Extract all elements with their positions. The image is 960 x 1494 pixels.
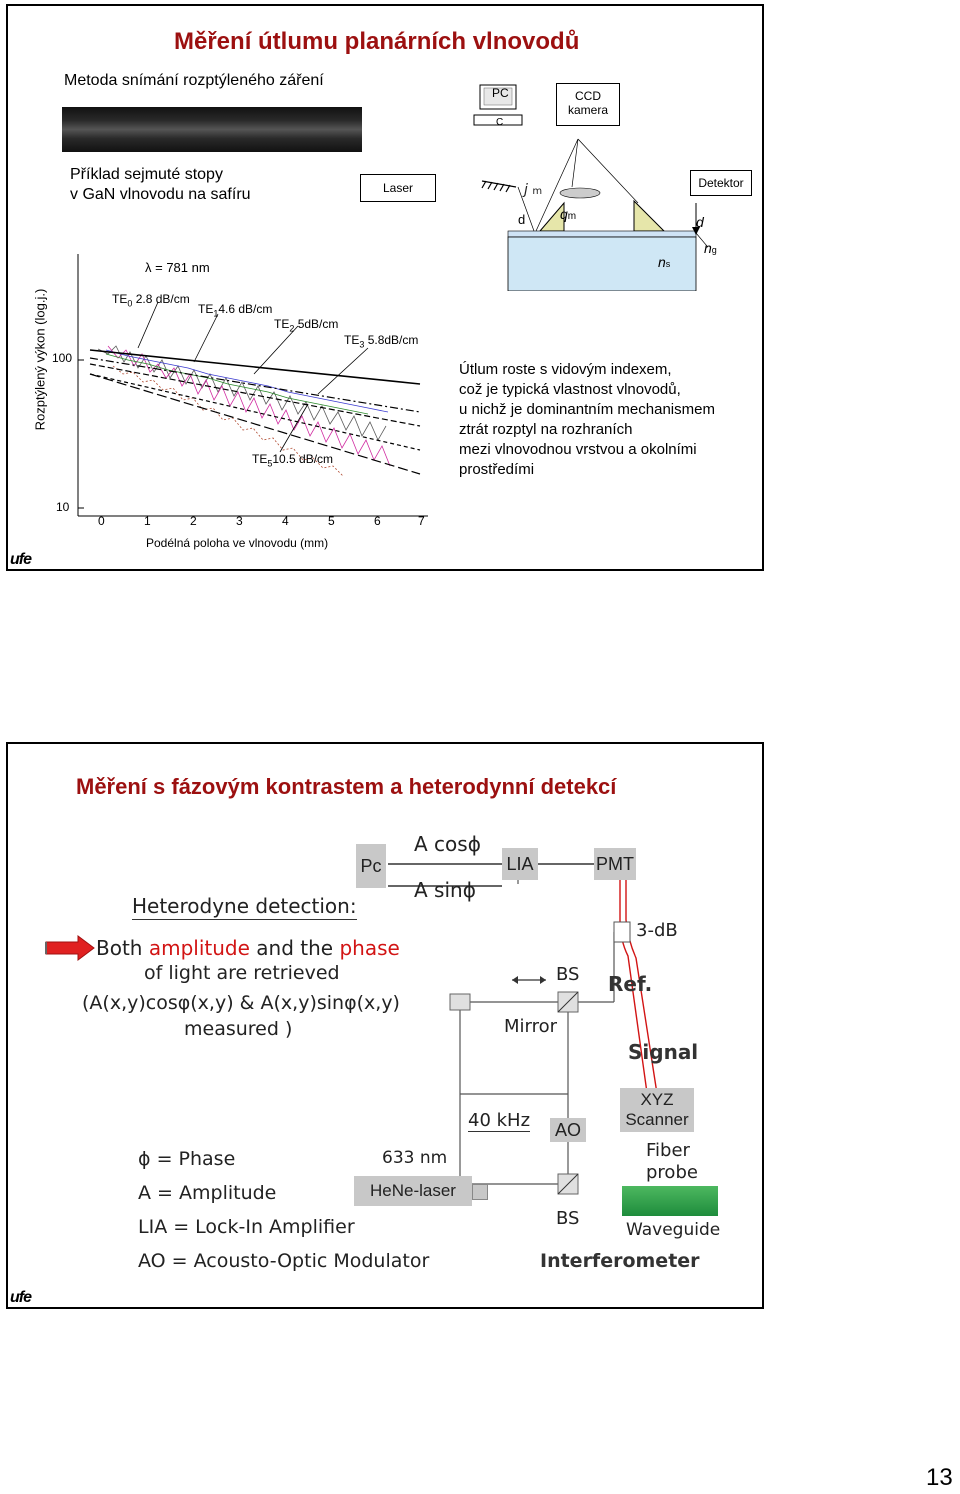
ref-label: Ref. (608, 972, 653, 996)
pc-sub-label: C (496, 117, 504, 128)
y-axis-label: Rozptýlený výkon (log.j.) (32, 288, 48, 431)
amplitude-text: amplitude (148, 936, 250, 960)
xyz-label-2: Scanner (625, 1110, 689, 1129)
x-axis-label: Podélná poloha ve vlnovodu (mm) (146, 536, 329, 550)
laser-label: Laser (382, 181, 414, 195)
note-line: prostředími (459, 461, 535, 478)
te2-label (274, 317, 338, 333)
ao-box (550, 1118, 586, 1142)
legend-ao: AO = Acousto-Optic Modulator (138, 1250, 430, 1272)
phase-text: phase (339, 936, 400, 960)
te3-label (344, 333, 418, 349)
ns-symbol: n (658, 254, 666, 270)
te0-label (112, 292, 190, 308)
3db-label: 3-dB (636, 920, 678, 941)
ccd-label-1: CCD (575, 89, 601, 103)
slide1-title: Měření útlumu planárních vlnovodů (174, 28, 580, 55)
example-text-1: Příklad sejmuté stopy (70, 166, 223, 183)
a-cos-label: A cosϕ (414, 832, 481, 856)
nm633-label: 633 nm (382, 1148, 448, 1168)
theta-m-symbol: q (560, 206, 568, 222)
te3-sub: 3 (359, 339, 365, 350)
te5-value: 10.5 dB/cm (272, 452, 334, 466)
pc-label: Pc (360, 856, 382, 876)
y-tick-100: 100 (52, 351, 73, 365)
detector-label: Detektor (698, 176, 744, 190)
ccd-camera-box (556, 83, 620, 126)
note-line: což je typická vlastnost vlnovodů, (459, 381, 681, 398)
heterodyne-formula: (A(x,y)cosφ(x,y) & A(x,y)sinφ(x,y) (82, 992, 400, 1014)
fiber-label-1: Fiber (646, 1140, 690, 1161)
te0-base: TE (112, 292, 128, 306)
ng-symbol: n (704, 240, 712, 256)
te1-sub: 1 (213, 308, 219, 319)
te0-value: 2.8 dB/cm (132, 292, 190, 306)
x-tick: 5 (328, 514, 335, 528)
xyz-label-1: XYZ (640, 1090, 674, 1109)
note-line: Útlum roste s vidovým indexem, (459, 361, 672, 378)
ns-sub: s (665, 259, 671, 269)
heterodyne-line-1 (96, 936, 400, 960)
bs-bottom-label: BS (556, 1208, 580, 1229)
bs-top-label: BS (556, 964, 580, 985)
note-line: u nichž je dominantním mechanismem (459, 401, 715, 418)
heterodyne-line-2: of light are retrieved (144, 962, 340, 984)
and-the-text: and the (256, 936, 334, 960)
ns-label (658, 254, 670, 270)
henelaser-label: HeNe-laser (370, 1181, 456, 1200)
xyz-scanner-box (620, 1088, 694, 1132)
waveguide-label: Waveguide (626, 1220, 721, 1240)
heterodyne-measured: measured ) (184, 1018, 293, 1040)
slide-attenuation (6, 4, 764, 571)
pc-box (356, 844, 386, 888)
te5-label (252, 452, 333, 468)
lia-box (502, 848, 538, 880)
theta-m-sub: m (567, 211, 577, 222)
legend-lia: LIA = Lock-In Amplifier (138, 1216, 355, 1238)
laser-nozzle (472, 1184, 488, 1200)
ng-label (704, 240, 717, 256)
legend-phase: ϕ = Phase (138, 1148, 236, 1170)
x-tick: 4 (282, 514, 289, 528)
fiber-label-2: probe (646, 1162, 698, 1183)
x-tick: 3 (236, 514, 243, 528)
ufe-logo: ufe (10, 551, 31, 568)
henelaser-box (354, 1176, 472, 1206)
slide2-title: Měření s fázovým kontrastem a heterodynní detekcí (76, 774, 617, 799)
te5-sub: 5 (267, 458, 273, 469)
ng-sub: g (711, 245, 717, 255)
te1-label (198, 302, 272, 318)
slide-heterodyne (6, 742, 764, 1309)
interferometer-label: Interferometer (540, 1250, 700, 1272)
te1-value: 4.6 dB/cm (218, 302, 273, 316)
a-sin-label: A sinϕ (414, 878, 476, 902)
d-left-label: d (518, 212, 526, 227)
khz-label: 40 kHz (468, 1110, 531, 1131)
te0-sub: 0 (127, 298, 133, 309)
x-tick: 1 (144, 514, 151, 528)
ufe-logo: ufe (10, 1289, 31, 1306)
lia-label: LIA (506, 854, 534, 874)
phi-m-sub: m (532, 186, 543, 197)
y-tick-10: 10 (56, 500, 70, 514)
phi-m-label (524, 182, 542, 198)
heterodyne-title: Heterodyne detection: (132, 894, 357, 918)
te3-base: TE (344, 333, 360, 347)
pmt-box (594, 848, 636, 880)
both-text: Both (96, 936, 143, 960)
te1-base: TE (198, 302, 214, 316)
page-number: 13 (926, 1464, 953, 1491)
x-tick: 6 (374, 514, 381, 528)
mirror-label: Mirror (504, 1016, 558, 1037)
te3-value: 5.8dB/cm (364, 333, 419, 347)
scattering-trace-image (62, 107, 362, 152)
pmt-label: PMT (596, 854, 634, 874)
te2-sub: 2 (289, 323, 295, 334)
d-right-label: d (696, 214, 704, 230)
fiber-probe-label (646, 1140, 698, 1184)
signal-label: Signal (628, 1040, 699, 1064)
theta-m-label (560, 206, 576, 222)
ao-label: AO (554, 1120, 581, 1140)
te5-base: TE (252, 452, 268, 466)
waveguide-block (622, 1186, 718, 1216)
legend-amplitude: A = Amplitude (138, 1182, 277, 1204)
phi-m-symbol: j (524, 182, 528, 198)
laser-box (360, 174, 436, 202)
method-text: Metoda snímání rozptýleného záření (64, 72, 324, 89)
ccd-label-2: kamera (567, 103, 608, 117)
pc-label: PC (492, 86, 509, 100)
note-line: ztrát rozptyl na rozhraních (459, 421, 633, 438)
x-tick-labels (88, 514, 438, 530)
prism-coupling-diagram (468, 121, 708, 291)
x-tick: 2 (190, 514, 197, 528)
x-tick: 0 (98, 514, 105, 528)
attenuation-note (459, 360, 715, 480)
x-tick: 7 (418, 514, 425, 528)
note-line: mezi vlnovodnou vrstvou a okolními (459, 441, 697, 458)
te2-base: TE (274, 317, 290, 331)
lambda-label: λ = 781 nm (145, 260, 210, 275)
example-text-2: v GaN vlnovodu na safíru (70, 186, 251, 203)
te2-value: 5dB/cm (294, 317, 339, 331)
